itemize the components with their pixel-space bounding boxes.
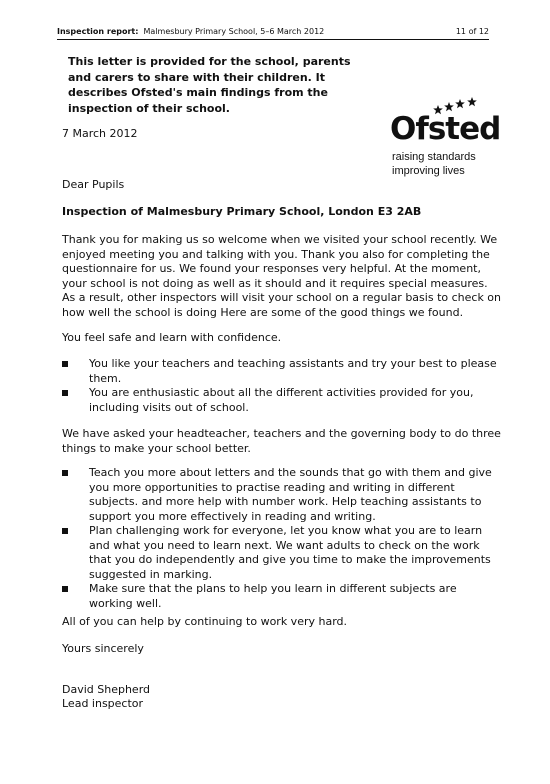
- paragraph-2: You feel safe and learn with confidence.: [62, 331, 282, 344]
- letter-date: 7 March 2012: [62, 127, 138, 140]
- improvements-list: [62, 466, 502, 611]
- list-item-text: You like your teachers and teaching assistants and try your best to please them.: [89, 357, 497, 385]
- list-item: [62, 357, 502, 386]
- header-divider: [57, 39, 489, 40]
- header-report-detail: Malmesbury Primary School, 5–6 March 2012: [143, 27, 325, 36]
- good-points-list: [62, 357, 502, 415]
- bullet-square-icon: [62, 470, 68, 476]
- paragraph-1: Thank you for making us so welcome when we visited your school recently. We enjoyed meeting you and talking with you. Thank you also for completing the questionnaire for us. We found your responses very helpful. At the moment, your school is not doing as well as it should and it requires special measures. As a result, other inspectors will visit your school on a regular basis to check on how well the school is doing Here are some of the good things we found.: [62, 233, 502, 319]
- list-item: [62, 582, 502, 611]
- page-header: [57, 27, 489, 39]
- logo-tagline-2: improving lives: [392, 165, 465, 177]
- salutation: Dear Pupils: [62, 178, 125, 191]
- list-item-text: Plan challenging work for everyone, let you know what you are to learn and what you need to learn next. We want adults to check on the work that you do independently and give you time to make the improvements suggested in marking.: [89, 524, 491, 581]
- ofsted-logo: [390, 97, 500, 183]
- page-number: 11 of 12: [455, 27, 489, 36]
- list-item: [62, 386, 502, 415]
- paragraph-3: We have asked your headteacher, teachers and the governing body to do three things to make your school better.: [62, 427, 501, 455]
- paragraph-4: All of you can help by continuing to work very hard.: [62, 615, 348, 628]
- closing: Yours sincerely: [62, 642, 144, 655]
- bullet-square-icon: [62, 586, 68, 592]
- logo-wordmark: Ofsted: [390, 111, 501, 147]
- signatory-role: Lead inspector: [62, 697, 144, 710]
- bullet-square-icon: [62, 528, 68, 534]
- logo-tagline: [392, 150, 476, 178]
- list-item-text: Make sure that the plans to help you learn in different subjects are working well.: [89, 582, 457, 610]
- list-item-text: Teach you more about letters and the sounds that go with them and give you more opportunities to practise reading and writing in different subjects. and more help with number work. Help teaching assistants to support you more effectively in reading and writing.: [89, 466, 492, 523]
- bullet-square-icon: [62, 361, 68, 367]
- list-item: [62, 524, 502, 582]
- signatory-name: David Shepherd: [62, 683, 151, 696]
- letter-subject: Inspection of Malmesbury Primary School, London E3 2AB: [62, 205, 422, 218]
- list-item-text: You are enthusiastic about all the different activities provided for you, including visits out of school.: [89, 386, 474, 414]
- intro-text: This letter is provided for the school, parents and carers to share with their children. It describes Ofsted's main findings from the inspection of their school.: [68, 55, 351, 115]
- logo-tagline-1: raising standards: [392, 151, 476, 163]
- list-item: [62, 466, 502, 524]
- bullet-square-icon: [62, 390, 68, 396]
- header-report-label: Inspection report:: [57, 27, 139, 36]
